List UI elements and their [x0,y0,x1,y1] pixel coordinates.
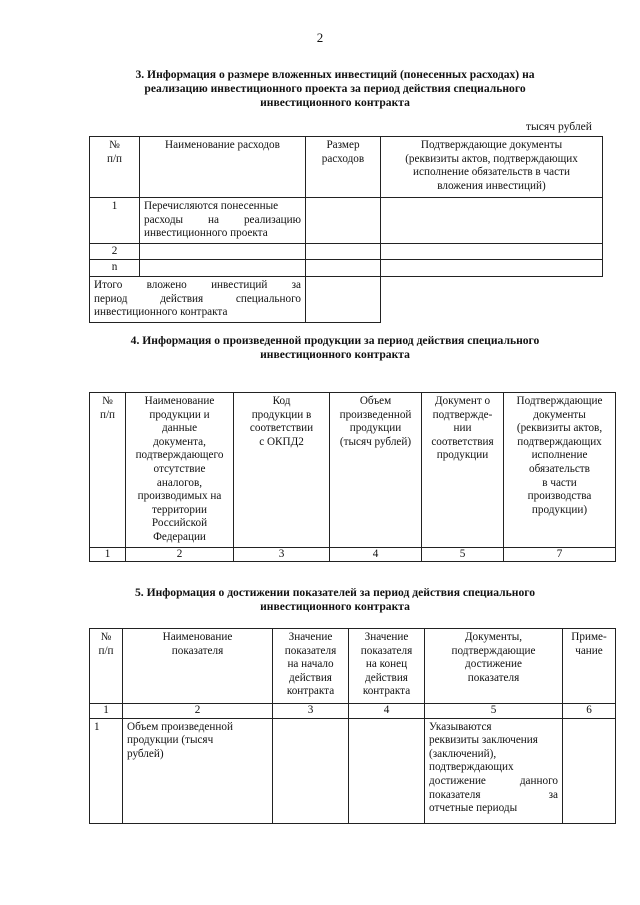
header-text: (тысяч рублей) [339,435,412,448]
section5-title [95,586,575,614]
header-text: аналогов, [156,476,203,489]
row-num: 1 [90,718,123,823]
section3-table [89,136,603,323]
header-text: показателя [467,671,520,684]
table-row [90,260,603,277]
table-row [90,718,616,823]
header-compliance-doc [422,393,504,548]
cell-text: Перечисляются понесенные [144,200,279,212]
header-text: обязательств [529,462,590,475]
cell-text: расходы на реализацию [144,213,301,226]
header-text: производимых на [137,490,222,503]
header-text: продукции) [531,503,588,516]
header-text: Федерации [153,530,206,543]
empty-cell [381,198,603,244]
header-text: действия [289,671,332,684]
header-text: Документы, [464,631,523,643]
header-text: с ОКПД2 [259,435,304,448]
table-row [90,243,603,260]
header-text: п/п [106,152,123,165]
header-text: Наименование [144,395,215,407]
header-text: вложения инвестиций) [437,179,546,192]
empty-cell [381,243,603,260]
section4-title-line: 4. Информация о произведенной продукции за период действия специального [130,334,540,347]
empty-cell [306,243,381,260]
empty-cell [381,260,603,277]
header-text: № [102,395,113,407]
column-number: 2 [126,547,234,562]
header-num [90,137,140,198]
row-num: n [90,260,140,277]
header-value-end [349,629,425,704]
header-text: Объем [359,395,392,407]
table-header-row [90,629,616,704]
header-text: подтверждающего [135,449,224,462]
header-note [563,629,616,704]
header-text: на конец [365,658,408,671]
header-text: документа, [153,435,206,448]
column-number-row [90,547,616,562]
column-number: 7 [504,547,616,562]
empty-cell [349,718,425,823]
header-text: контракта [286,685,335,698]
empty-cell [306,276,381,322]
total-row [90,276,603,322]
header-text: исполнение обязательств в части [413,166,570,179]
header-text: (реквизиты актов, подтверждающих [405,152,578,165]
header-text: Документ о [434,395,491,407]
empty-cell [306,198,381,244]
column-number: 3 [234,547,330,562]
section3-title-line: инвестиционного контракта [260,96,410,109]
cell-text: подтверждающих [429,761,514,774]
header-production-volume [330,393,422,548]
units-label: тысяч рублей [525,120,592,133]
section5-title-line: инвестиционного контракта [260,600,410,613]
empty-cell [273,718,349,823]
header-num [90,393,126,548]
cell-text: рублей) [127,747,164,760]
header-text: Подтверждающие [516,395,603,407]
header-text: достижение [465,658,522,671]
page-number: 2 [316,30,324,45]
header-text: показателя [360,644,413,657]
row-num: 2 [90,243,140,260]
header-text: продукции [349,422,402,435]
header-text: нии [453,422,472,435]
header-text: Значение [364,631,409,643]
header-text: данные [161,422,198,435]
blank-area [381,276,603,322]
column-number: 6 [563,704,616,719]
empty-cell [563,718,616,823]
header-text: чание [575,644,603,657]
header-text: документы [533,408,586,421]
column-number: 5 [425,704,563,719]
row-indicator-name [123,718,273,823]
cell-text: Указываются [429,720,492,733]
cell-text: показателя за [429,788,558,801]
cell-text: реквизиты заключения [429,734,538,747]
header-text: продукции [436,449,489,462]
column-number: 3 [273,704,349,719]
header-expense-name: Наименование расходов [140,137,306,198]
header-text: подтвержде- [432,408,493,421]
header-text: (реквизиты актов, [516,422,603,435]
header-text: производства [527,490,592,503]
cell-text: инвестиционного проекта [144,227,268,240]
column-number-row [90,704,616,719]
header-text: подтверждающие [451,644,536,657]
header-okpd2-code [234,393,330,548]
header-text: п/п [98,644,114,657]
row-expense-text [140,198,306,244]
header-text: № [109,139,120,151]
section3-title [95,68,575,110]
header-confirming-docs [504,393,616,548]
empty-cell [306,260,381,277]
header-text: Размер [326,139,360,151]
total-label [90,276,306,322]
header-text: Приме- [571,631,607,643]
cell-text: отчетные периоды [429,802,518,815]
header-text: территории [152,503,207,516]
header-text: Код [272,395,291,407]
header-text: соответствии [249,422,314,435]
table-header-row [90,137,603,198]
column-number: 4 [330,547,422,562]
header-text: соответствия [431,435,494,448]
header-text: Наименование [162,631,233,643]
cell-text: достижение данного [429,774,558,787]
table-row [90,198,603,244]
header-text: Подтверждающие документы [420,139,563,151]
header-product-name [126,393,234,548]
header-text: № [100,631,112,643]
cell-text: продукции (тысяч [127,734,214,747]
column-number: 1 [90,547,126,562]
header-text: расходов [321,152,365,165]
header-text: отсутствие [153,462,206,475]
header-text: Значение [288,631,333,643]
section4-table [89,392,616,562]
section3-title-line: 3. Информация о размере вложенных инвестиций (понесенных расходах) на [135,68,535,81]
header-text: продукции в [251,408,312,421]
header-text: на начало [287,658,334,671]
cell-text: период действия специального [94,292,301,305]
cell-text: Итого вложено инвестиций за [94,278,301,291]
section5-table [89,628,616,824]
section5-title-line: 5. Информация о достижении показателей за период действия специального [134,586,536,599]
column-number: 1 [90,704,123,719]
table-header-row [90,393,616,548]
section4-title [95,334,575,362]
header-text: действия [365,671,408,684]
header-text: исполнение [531,449,588,462]
header-text: показателя [284,644,337,657]
header-indicator-name [123,629,273,704]
header-confirming-docs [381,137,603,198]
header-text: п/п [99,408,116,421]
header-text: контракта [362,685,411,698]
header-num [90,629,123,704]
cell-text: Объем произведенной [127,720,233,733]
header-expense-amount [306,137,381,198]
header-text: подтверждающих [517,435,602,448]
column-number: 5 [422,547,504,562]
cell-text: инвестиционного контракта [94,306,228,319]
header-confirming-docs [425,629,563,704]
row-num: 1 [90,198,140,244]
column-number: 4 [349,704,425,719]
empty-cell [140,243,306,260]
header-value-start [273,629,349,704]
header-text: в части [542,476,577,489]
section4-title-line: инвестиционного контракта [260,348,410,361]
row-docs-text [425,718,563,823]
cell-text: (заключений), [429,747,497,760]
header-text: продукции и [149,408,210,421]
column-number: 2 [123,704,273,719]
section3-title-line: реализацию инвестиционного проекта за период действия специального [144,82,526,95]
header-text: произведенной [339,408,412,421]
header-text: показателя [171,644,224,657]
header-text: Российской [151,517,208,530]
empty-cell [140,260,306,277]
